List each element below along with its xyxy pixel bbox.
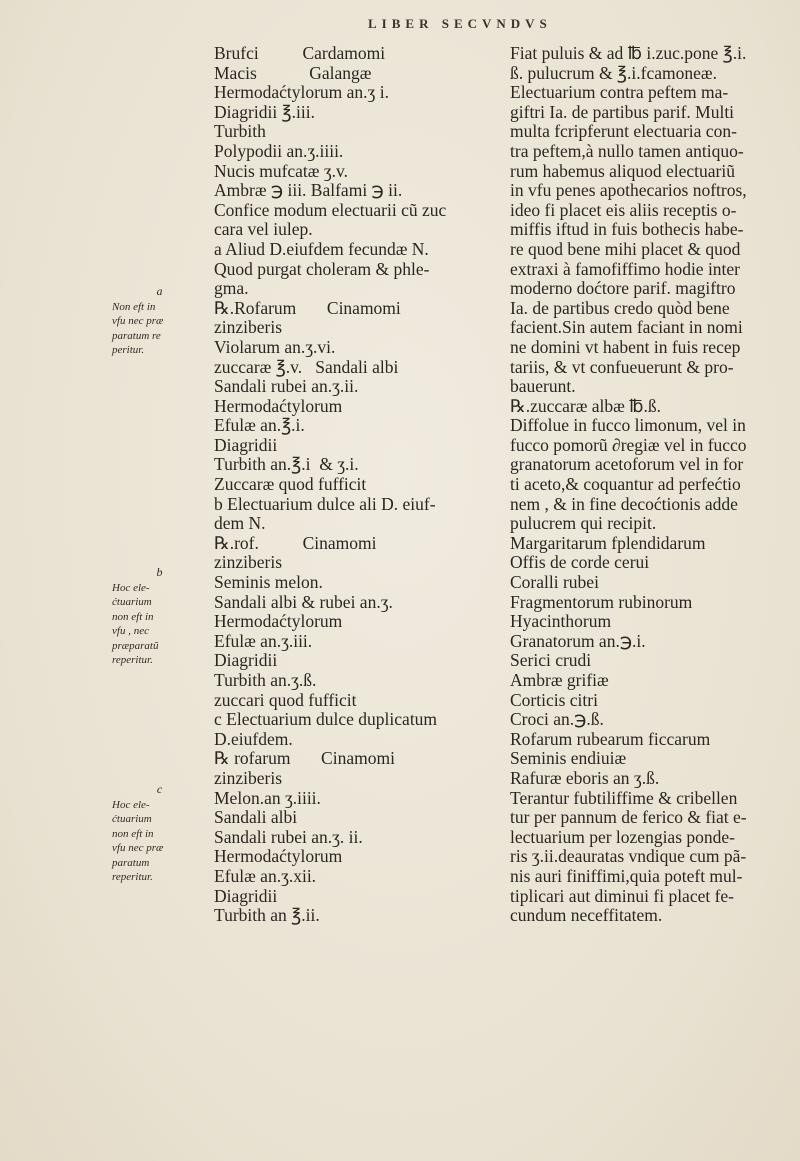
text-line: Efulæ an.℥.i. — [214, 415, 305, 436]
text-line: D.eiufdem. — [214, 728, 293, 749]
text-line: Fiat puluis & ad ℔ i.zuc.pone ℥.i. — [510, 43, 747, 63]
text-line: Turbith — [214, 121, 266, 142]
text-line: Terantur fubtiliffime & cribellen — [510, 787, 738, 808]
text-line: Hermodaćtylorum — [214, 846, 343, 867]
text-line: zinziberis — [214, 317, 283, 338]
text-line: Diagridii — [214, 885, 278, 906]
text-line: Fragmentorum rubinorum — [510, 591, 693, 612]
margin-note-letter: c — [156, 782, 163, 796]
margin-note-line: paratum — [112, 856, 150, 869]
text-line: Sandali rubei an.ʒ. ii. — [214, 826, 363, 847]
text-line: Ambræ grifiæ — [510, 670, 609, 690]
text-line: nis auri finiffimi,quia poteft mul- — [510, 865, 743, 886]
text-line: Granatorum an.℈.i. — [510, 630, 646, 651]
text-line: zuccaræ ℥.v. Sandali albi — [214, 356, 399, 377]
margin-note-line: reperitur. — [112, 654, 153, 666]
text-line: ti aceto,& coquantur ad perfećtio — [510, 474, 741, 495]
text-line: Serici crudi — [510, 650, 592, 671]
text-line: tariis, & vt confueuerunt & pro- — [510, 356, 734, 377]
text-line: ß. pulucrum & ℥.i.fcamoneæ. — [510, 62, 717, 83]
text-line: tur per pannum de ferico & fiat e- — [510, 807, 747, 828]
text-line: in vfu penes apothecarios noftros, — [510, 180, 747, 201]
text-line: zinziberis — [214, 767, 283, 788]
margin-note-line: Non eft in — [112, 300, 156, 313]
text-line: giftri Ia. de partibus parif. Multi — [510, 101, 735, 122]
margin-note-b — [112, 565, 207, 668]
margin-note-line: non eft in — [112, 610, 154, 623]
text-line: ℞.rof. Cinamomi — [214, 532, 377, 553]
text-line: Efulæ an.ʒ.xii. — [214, 865, 317, 886]
left-column — [214, 44, 504, 926]
text-line: Hermodaćtylorum an.ʒ i. — [214, 82, 389, 103]
running-head: LIBER SECVNDVS — [368, 16, 552, 31]
text-line: Hyacinthorum — [510, 611, 612, 632]
margin-note-a — [112, 284, 207, 358]
margin-note-line: reperitur. — [112, 871, 153, 883]
text-line: Nucis mufcatæ ʒ.v. — [214, 160, 348, 181]
text-line: Seminis melon. — [214, 572, 323, 593]
text-line: Sandali albi — [214, 807, 298, 828]
text-line: b Electuarium dulce ali D. eiuf- — [214, 493, 436, 514]
text-line: ℞.Rofarum Cinamomi — [214, 297, 401, 318]
text-line: moderno doćtore parif. magiftro — [510, 278, 736, 299]
text-line: Diagridii — [214, 650, 278, 671]
margin-note-line: vfu nec præ — [112, 315, 164, 327]
text-line: Violarum an.ʒ.vi. — [214, 336, 336, 357]
margin-note-line: peritur. — [112, 344, 145, 356]
text-line: Quod purgat choleram & phle- — [214, 258, 430, 279]
text-line: zuccari quod fufficit — [214, 689, 357, 710]
text-line: Turbith an.℥.i & ʒ.i. — [214, 454, 359, 475]
text-line: multa fcripferunt electuaria con- — [510, 121, 737, 142]
text-line: Offis de corde cerui — [510, 552, 650, 573]
text-line: Margaritarum fplendidarum — [510, 532, 706, 553]
text-line: ℞.zuccaræ albæ ℔.ß. — [510, 395, 661, 416]
margin-note-line: præparatũ — [112, 639, 159, 652]
text-line: dem N. — [214, 513, 266, 534]
text-line: c Electuarium dulce duplicatum — [214, 709, 438, 730]
text-line: cundum neceffitatem. — [510, 905, 663, 926]
text-line: Rafuræ eboris an ʒ.ß. — [510, 767, 660, 788]
text-line: Turbith an ℥.ii. — [214, 905, 320, 926]
text-line: Hermodaćtylorum — [214, 611, 343, 632]
margin-note-line: Hoc ele- — [112, 798, 150, 811]
text-line: Coralli rubei — [510, 572, 599, 593]
text-line: Sandali albi & rubei an.ʒ. — [214, 591, 393, 612]
text-line: Croci an.℈.ß. — [510, 709, 604, 730]
text-line: nem , & in fine decoćtionis adde — [510, 493, 738, 514]
text-line: Confice modum electuarii cũ zuc — [214, 199, 447, 220]
text-line: bauerunt. — [510, 376, 576, 397]
text-line: Diagridii ℥.iii. — [214, 101, 316, 122]
margin-note-line: vfu , nec — [112, 625, 149, 637]
text-line: Ia. de partibus credo quòd bene — [510, 297, 730, 318]
text-line: facient.Sin autem faciant in nomi — [510, 317, 743, 338]
text-line: ne domini vt habent in fuis recep — [510, 336, 741, 357]
text-line: Seminis endiuiæ — [510, 748, 627, 769]
text-line: tra peftem,à nullo tamen antiquo- — [510, 140, 744, 161]
text-line: miffis iftud in fuis bothecis habe- — [510, 219, 744, 240]
text-line: granatorum acetoforum vel in for — [510, 454, 744, 475]
text-line: Hermodaćtylorum — [214, 395, 343, 416]
text-line: Zuccaræ quod fufficit — [214, 474, 367, 495]
right-column — [510, 44, 782, 926]
margin-note-line: non eft in — [112, 827, 154, 840]
text-line: gma. — [214, 278, 249, 299]
margin-note-line: paratum re — [112, 329, 161, 342]
margin-note-line: ćtuarium — [112, 813, 152, 825]
text-line: rum habemus aliquod electuariũ — [510, 160, 735, 181]
text-line: Diagridii — [214, 434, 278, 455]
text-line: pulucrem qui recipit. — [510, 513, 657, 534]
text-line: re quod bene mihi placet & quod — [510, 238, 741, 259]
text-line: Sandali rubei an.ʒ.ii. — [214, 376, 359, 397]
text-line: Diffolue in fucco limonum, vel in — [510, 415, 746, 436]
text-line: Turbith an.ʒ.ß. — [214, 670, 317, 690]
text-line: Melon.an ʒ.iiii. — [214, 787, 321, 808]
text-line: Ambræ ℈ iii. Balfami ℈ ii. — [214, 180, 403, 201]
text-line: Rofarum rubearum ficcarum — [510, 728, 711, 749]
text-line: fucco pomorũ ∂regiæ vel in fucco — [510, 434, 747, 455]
text-line: cara vel iulep. — [214, 219, 313, 240]
text-line: a Aliud D.eiufdem fecundæ N. — [214, 238, 429, 259]
text-line: Macis Galangæ — [214, 62, 372, 83]
text-line: ris ʒ.ii.deauratas vndique cum pã- — [510, 846, 747, 867]
margin-note-letter: a — [156, 284, 163, 298]
text-line: Polypodii an.ʒ.iiii. — [214, 140, 344, 161]
text-line: Efulæ an.ʒ.iii. — [214, 630, 313, 651]
text-line: Electuarium contra peftem ma- — [510, 82, 729, 103]
margin-note-letter: b — [156, 565, 163, 579]
margin-note-line: vfu nec præ — [112, 842, 164, 854]
margin-note-c — [112, 782, 207, 885]
text-line: lectuarium per lozengias ponde- — [510, 826, 735, 847]
text-line: ideo fi placet eis aliis receptis o- — [510, 199, 737, 220]
text-line: Brufci Cardamomi — [214, 43, 386, 63]
text-line: extraxi à famofiffimo hodie inter — [510, 258, 741, 279]
margin-note-line: ćtuarium — [112, 596, 152, 608]
text-line: zinziberis — [214, 552, 283, 573]
text-line: Corticis citri — [510, 689, 598, 710]
margin-note-line: Hoc ele- — [112, 581, 150, 594]
text-line: ℞ rofarum Cinamomi — [214, 748, 395, 769]
text-line: tiplicari aut diminui fi placet fe- — [510, 885, 735, 906]
